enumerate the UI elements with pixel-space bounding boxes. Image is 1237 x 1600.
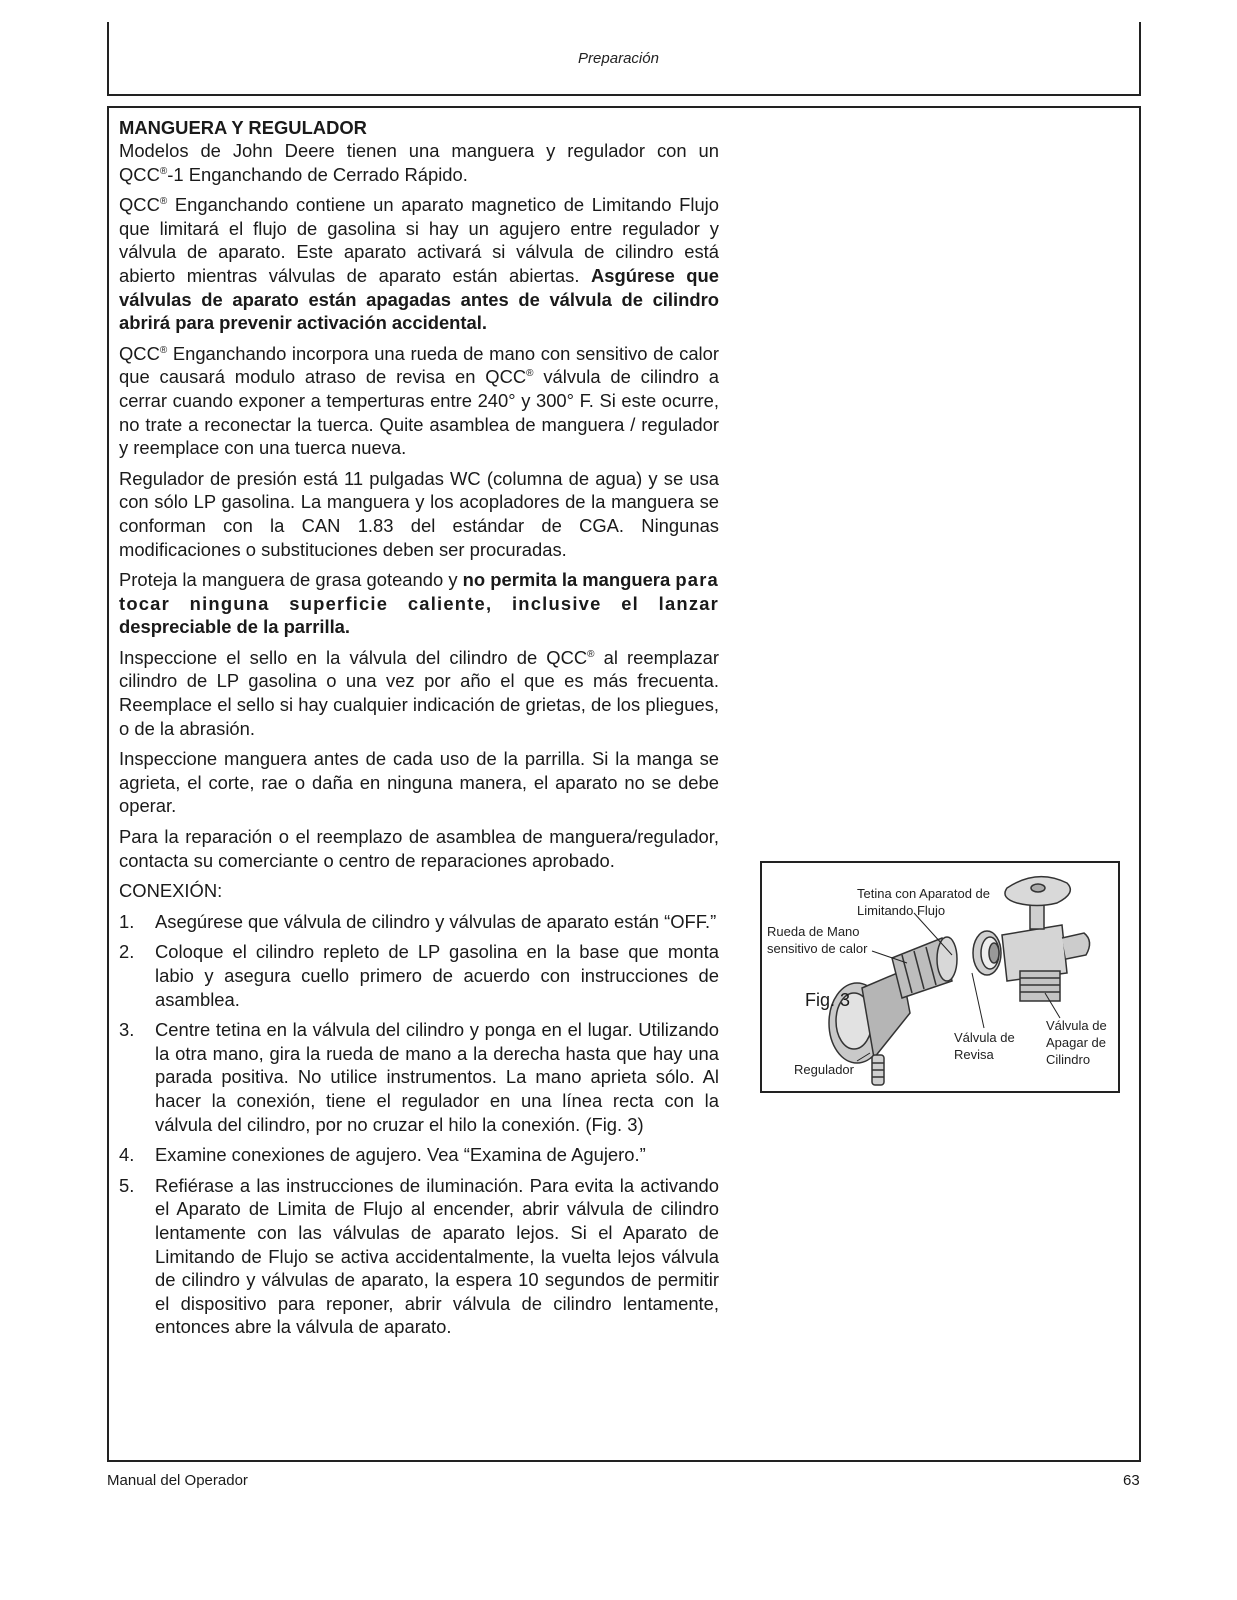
step-text: Coloque el cilindro repleto de LP gasolina en la base que monta labio y asegura cuello primero de acuerdo con instrucciones de asamblea. (155, 941, 719, 1010)
label-rueda: Rueda de Mano sensitivo de calor (767, 924, 868, 956)
label-valvula-apagar: Válvula de Apagar de Cilindro (1046, 1018, 1107, 1067)
warning-text: para tocar ninguna superficie caliente, inclusive el lanzar (119, 569, 719, 614)
paragraph-regulator-pressure: Regulador de presión está 11 pulgadas WC (columna de agua) y se usa con sólo LP gasolina. La manguera y los acopladores de la manguera se conforman con la CAN 1.83 del estándar de CGA. Ningunas modificaciones o substituciones deben ser procuradas. (119, 467, 719, 560)
connection-steps (119, 910, 719, 1339)
text: QCC (119, 194, 160, 216)
figure-caption: Fig. 3 (805, 990, 851, 1010)
registered-mark: ® (159, 344, 168, 356)
text-column (119, 116, 719, 1346)
label-tetina: Tetina con Aparatod de Limitando Flujo (857, 886, 990, 918)
paragraph-repair: Para la reparación o el reemplazo de asamblea de manguera/regulador, contacta su comerciante o centro de reparaciones aprobado. (119, 826, 719, 871)
step-number: 1. (119, 910, 135, 932)
list-item (119, 1018, 719, 1136)
warning-text: despreciable de la parrilla. (119, 616, 351, 638)
list-item (119, 940, 719, 1011)
registered-mark: ® (526, 368, 534, 380)
text: -1 Enganchando de Cerrado Rápido. (167, 163, 468, 185)
warning-text: no permita la manguera (462, 569, 671, 591)
paragraph-inspect-hose: Inspeccione manguera antes de cada uso de la parrilla. Si la manga se agrieta, el corte, rae o daña en ninguna manera, el aparato no se debe operar. (119, 748, 719, 817)
step-number: 3. (119, 1019, 135, 1041)
step-number: 4. (119, 1144, 135, 1166)
step-text: Examine conexiones de agujero. Vea “Examina de Agujero.” (155, 1144, 646, 1166)
text: Enganchando contiene un aparato magnetico de Limitando Flujo que limitará el flujo de gasolina si hay un agujero entre regulador y válvula de aparato. Este aparato activará si válvula de cilindro está abierto mientras válvulas de aparato están abiertas. (119, 194, 719, 286)
text: Modelos de John Deere tienen una manguera y regulador con un QCC (119, 140, 719, 185)
conexion-heading: CONEXIÓN: (119, 880, 223, 902)
figure-3 (760, 861, 1120, 1093)
step-number: 5. (119, 1174, 135, 1196)
step-text: Refiérase a las instrucciones de iluminación. Para evita la activando el Aparato de Limita de Flujo al encender, abrir válvula de cilindro lentamente con las válvulas de aparato lejos. Si el Aparato de Limitando de Flujo se activa accidentalmente, la vuelta lejos válvula de cilindro y válvulas de aparato, la espera 10 segundos de permitir el dispositivo para reponer, abrir válvula de cilindro lentamente, entonces abre la válvula de aparato. (155, 1174, 719, 1338)
step-text: Centre tetina en la válvula del cilindro y ponga en el lugar. Utilizando la otra mano, gira la rueda de mano a la derecha hasta que hay una parada positiva. No utilice instrumentos. La mano aprieta sólo. Al hacer la conexión, tiene el regulador en una línea recta con la válvula del cilindro, por no cruzar el hilo la conexión. (Fig. 3) (155, 1019, 719, 1135)
label-valvula-revisa: Válvula de Revisa (954, 1030, 1015, 1062)
list-item (119, 1143, 719, 1167)
paragraph-heat-sensitive (119, 342, 719, 460)
paragraph-inspect-seal (119, 646, 719, 740)
page-number: 63 (1123, 1472, 1140, 1489)
section-title: Preparación (578, 50, 659, 67)
section-heading: MANGUERA Y REGULADOR (119, 117, 367, 138)
label-regulador: Regulador (794, 1062, 854, 1077)
text: QCC (119, 342, 160, 364)
paragraph-intro (119, 139, 719, 186)
registered-mark: ® (587, 648, 595, 660)
list-item (119, 1174, 719, 1339)
step-number: 2. (119, 941, 135, 963)
content-box (107, 106, 1141, 1462)
text: Inspeccione el sello en la válvula del cilindro de QCC (119, 646, 588, 668)
text: Proteja la manguera de grasa goteando y (119, 569, 463, 591)
paragraph-flow-limiter (119, 193, 719, 335)
text: Enganchando incorpora una rueda de mano con sensitivo de calor que causará modulo atraso de revisa en QCC (119, 342, 719, 388)
step-text: Asegúrese que válvula de cilindro y válvulas de aparato están “OFF.” (155, 910, 717, 932)
footer-manual-title: Manual del Operador (107, 1472, 248, 1489)
text: al reemplazar cilindro de LP gasolina o una vez por año el que es más frecuenta. Reemplace el sello si hay cualquier indicación de grietas, de los pliegues, o de la abrasión. (119, 646, 719, 739)
registered-mark: ® (159, 165, 168, 177)
list-item (119, 910, 719, 934)
text: válvula de cilindro a cerrar cuando exponer a temperturas entre 240° y 300° F. Si este ocurre, no trate a reconectar la tuerca. Quite asamblea de manguera / regulador y reemplace con una tuerca nueva. (119, 366, 719, 459)
paragraph-protect-hose (119, 568, 719, 639)
warning-text: Asgúrese que válvulas de aparato están apagadas antes de válvula de cilindro abrirá para prevenir activación accidental. (119, 264, 719, 334)
registered-mark: ® (159, 196, 168, 208)
